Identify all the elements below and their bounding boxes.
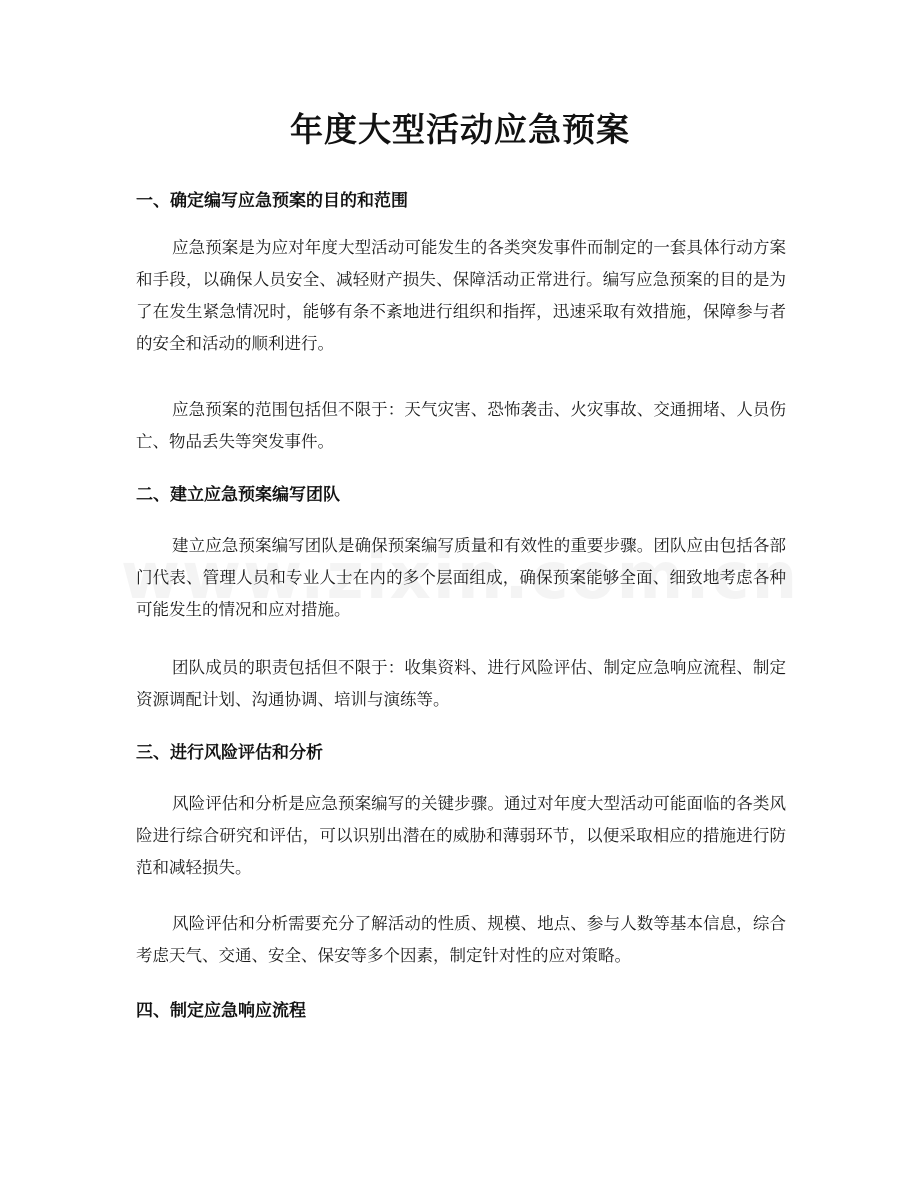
section-3-paragraph-2: 风险评估和分析需要充分了解活动的性质、规模、地点、参与人数等基本信息，综合考虑天气、交通、安全、保安等多个因素，制定针对性的应对策略。 [136,914,786,965]
section-heading-2: 二、建立应急预案编写团队 [136,485,340,505]
section-heading-3: 三、进行风险评估和分析 [136,743,323,763]
section-2-paragraph-1: 建立应急预案编写团队是确保预案编写质量和有效性的重要步骤。团队应由包括各部门代表、管理人员和专业人士在内的多个层面组成，确保预案能够全面、细致地考虑各种可能发生的情况和应对措施。 [136,536,786,619]
section-3-paragraph-1: 风险评估和分析是应急预案编写的关键步骤。通过对年度大型活动可能面临的各类风险进行综合研究和评估，可以识别出潜在的威胁和薄弱环节，以便采取相应的措施进行防范和减轻损失。 [136,794,786,877]
document-title: 年度大型活动应急预案 [290,110,630,149]
section-heading-1: 一、确定编写应急预案的目的和范围 [136,191,408,211]
section-2-paragraph-2: 团队成员的职责包括但不限于：收集资料、进行风险评估、制定应急响应流程、制定资源调配计划、沟通协调、培训与演练等。 [136,658,786,709]
section-1-paragraph-1: 应急预案是为应对年度大型活动可能发生的各类突发事件而制定的一套具体行动方案和手段，以确保人员安全、减轻财产损失、保障活动正常进行。编写应急预案的目的是为了在发生紧急情况时，能够有条不紊地进行组织和指挥，迅速采取有效措施，保障参与者的安全和活动的顺利进行。 [136,238,786,353]
section-1-paragraph-2: 应急预案的范围包括但不限于：天气灾害、恐怖袭击、火灾事故、交通拥堵、人员伤亡、物品丢失等突发事件。 [136,400,786,451]
section-heading-4: 四、制定应急响应流程 [136,1001,306,1021]
